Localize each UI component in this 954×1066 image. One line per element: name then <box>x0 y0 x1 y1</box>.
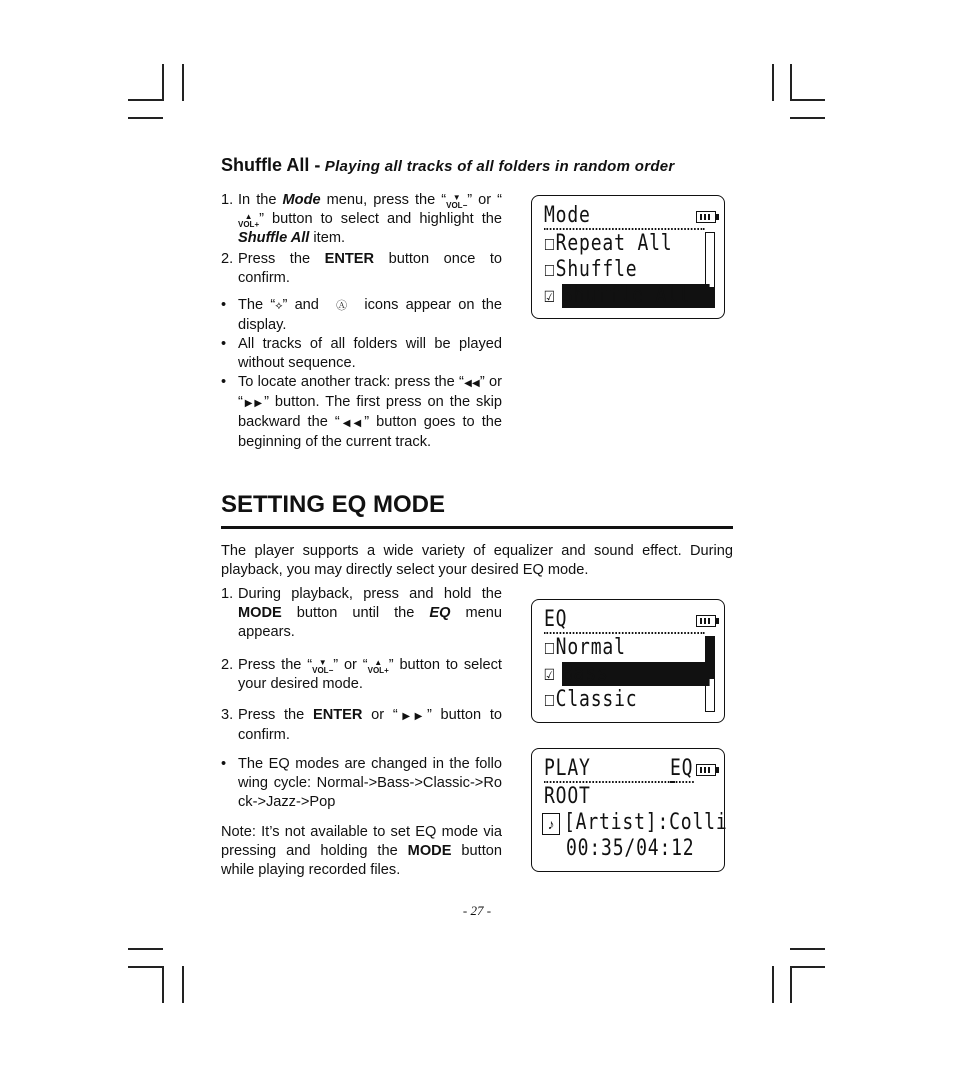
shuffle-bullet-3: • To locate another track: press the “◀◀” or “▶▶” button. The first press on the skip backward the “◀◀” button goes to the beginning of the current track. <box>221 374 503 450</box>
lcd-scrollbar <box>705 636 715 712</box>
vol-up-icon: ▲ VOL+ <box>367 658 389 675</box>
crop-mark <box>128 966 163 968</box>
music-note-icon: ♪ <box>542 813 560 835</box>
lcd-folder: ROOT <box>544 784 591 809</box>
page-number: - 27 - <box>462 903 492 918</box>
crop-mark <box>790 117 825 119</box>
crop-mark <box>790 966 792 1003</box>
skip-forward-icon: ▶▶ <box>397 711 427 722</box>
crop-mark <box>790 948 825 950</box>
battery-icon <box>696 211 716 223</box>
vol-up-icon: ▲ VOL+ <box>238 212 260 229</box>
crop-mark <box>790 966 825 968</box>
lcd-option-shuffle: ☐Shuffle <box>544 257 638 282</box>
lcd-mode-menu <box>531 195 725 319</box>
crop-mark <box>162 966 164 1003</box>
shuffle-icon: ⟡ <box>275 300 283 312</box>
lcd-scrollbar <box>705 232 715 308</box>
shuffle-step-2: 2. Press the ENTER button once to confirm. <box>221 251 502 286</box>
lcd-option-checkbox: ☑ <box>544 283 556 308</box>
shuffle-bullet-1: • The “⟡” and Ⓐ icons appear on the display. <box>221 297 503 333</box>
lcd-track-info: [Artist]:Colli <box>564 810 728 835</box>
lcd-playback <box>531 748 728 872</box>
shuffle-heading <box>221 155 741 176</box>
lcd-option-checkbox: ☑ <box>544 661 556 686</box>
eq-step-3: 3. Press the ENTER or “▶▶” button to confirm. <box>221 707 502 743</box>
skip-forward-icon: ▶▶ <box>242 398 265 409</box>
crop-mark <box>162 64 164 101</box>
skip-back-icon: ◀◀ <box>339 418 365 429</box>
battery-icon <box>696 615 716 627</box>
crop-mark <box>182 64 184 101</box>
battery-icon <box>696 764 716 776</box>
vol-down-icon: ▼ VOL− <box>312 658 334 675</box>
eq-step-2: 2. Press the “ ▼ VOL−” or “ ▲ VOL+” button to select your desired mode. <box>221 657 502 692</box>
vol-down-icon: ▼ VOL− <box>446 193 468 210</box>
shuffle-title: Shuffle All - <box>221 155 321 175</box>
shuffle-step-1: 1. In the Mode menu, press the “ ▼ VOL−” or “▲ VOL+” button to select and highlight the Shuffle All item. <box>221 192 502 246</box>
shuffle-subtitle: Playing all tracks of all folders in random order <box>324 158 675 175</box>
lcd-option-bass: Bass <box>562 662 710 686</box>
shuffle-bullet-2: • All tracks of all folders will be played without sequence. <box>221 336 502 371</box>
crop-mark <box>790 64 792 101</box>
eq-bullet-1: • The EQ modes are changed in the following cycle: Normal->Bass->Classic->Rock->Jazz->Pop <box>221 756 502 810</box>
eq-intro: The player supports a wide variety of equalizer and sound effect. During playback, you may directly select your desired EQ mode. <box>221 543 733 578</box>
lcd-play-label: PLAY <box>544 757 675 783</box>
eq-step-1: 1. During playback, press and hold the MODE button until the EQ menu appears. <box>221 586 503 640</box>
lcd-eq-menu <box>531 599 725 723</box>
lcd-option-repeat-all: ☐Repeat All <box>544 231 673 256</box>
lcd-time: 00:35/04:12 <box>566 836 695 861</box>
crop-mark <box>128 117 163 119</box>
crop-mark <box>182 966 184 1003</box>
lcd-option-normal: ☐Normal <box>544 635 626 660</box>
lcd-title: Mode <box>544 204 705 230</box>
eq-note: Note: It’s not available to set EQ mode via pressing and holding the MODE button while playing recorded files. <box>221 824 502 878</box>
crop-mark <box>128 99 163 101</box>
eq-title-rule <box>221 526 733 529</box>
crop-mark <box>128 948 163 950</box>
crop-mark <box>790 99 825 101</box>
lcd-option-classic: ☐Classic <box>544 687 638 712</box>
crop-mark <box>772 966 774 1003</box>
crop-mark <box>772 64 774 101</box>
lcd-eq-label: EQ <box>670 756 694 781</box>
repeat-all-icon: Ⓐ <box>336 300 348 312</box>
lcd-option-shuffle-all: Shuffle All <box>562 284 710 308</box>
eq-title: SETTING EQ MODE <box>221 491 446 518</box>
skip-back-icon: ◀◀ <box>463 378 480 389</box>
lcd-title: EQ <box>544 608 705 634</box>
